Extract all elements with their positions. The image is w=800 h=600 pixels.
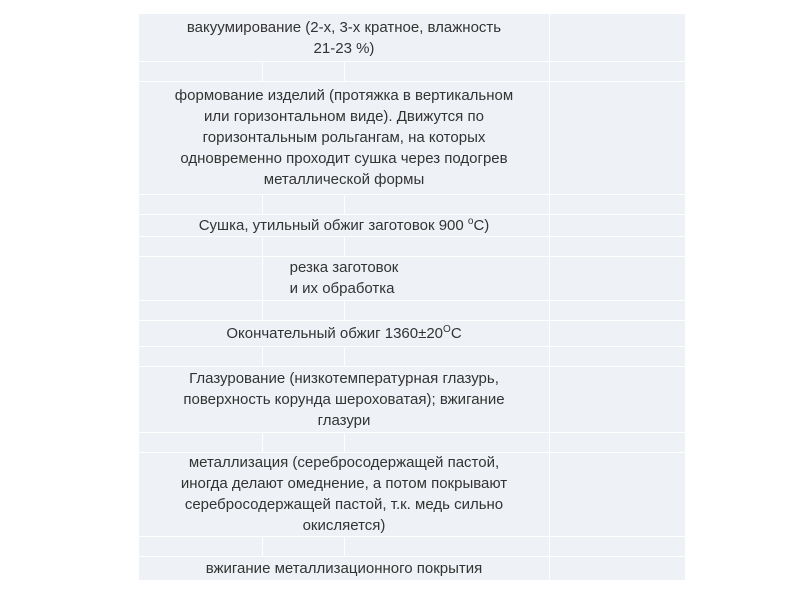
grid-line [262, 61, 263, 81]
step-text-line: серебросодержащей пастой, т.к. медь сильно [184, 496, 504, 513]
grid-line [344, 61, 345, 81]
step-text-line: поверхность корунда шероховатая); вжигание [183, 390, 505, 408]
step-text-line: вжигание металлизационного покрытия [205, 559, 483, 577]
grid-line [139, 300, 685, 301]
step-metallization [139, 452, 549, 536]
step-text-line: окисляется) [302, 517, 386, 534]
step-vacuuming [139, 14, 549, 61]
step-text: С) [473, 216, 490, 234]
grid-line [344, 536, 345, 556]
step-text-line: формование изделий (протяжка в вертикальном [174, 87, 514, 104]
grid-line [262, 300, 263, 320]
grid-line [262, 236, 263, 256]
step-text-line: одновременно проходит сушка через подогрев [180, 150, 508, 167]
grid-line [344, 236, 345, 256]
step-text-line: и их обработка [289, 280, 395, 297]
step-text-line: Глазурование (низкотемпературная глазурь, [189, 369, 499, 387]
degree-mark: О [443, 323, 451, 335]
process-table [139, 14, 685, 580]
grid-line [139, 61, 685, 62]
grid-line [262, 432, 263, 452]
grid-line [344, 346, 345, 366]
grid-line [549, 14, 550, 580]
grid-line [262, 194, 263, 214]
step-text-line: иногда делают омеднение, а потом покрывают [180, 475, 508, 492]
grid-line [139, 194, 685, 195]
step-cutting [262, 256, 426, 300]
grid-line [139, 236, 685, 237]
grid-line [139, 536, 685, 537]
grid-line [262, 346, 263, 366]
step-text: Сушка, утильный обжиг заготовок 900 [198, 216, 468, 234]
grid-line [139, 432, 685, 433]
step-text-line: вакуумирование (2-х, 3-х кратное, влажность [186, 18, 502, 36]
step-text: С [450, 324, 462, 342]
step-glazing [139, 366, 549, 432]
step-text-line: глазури [317, 411, 371, 429]
step-final-firing [139, 320, 549, 346]
grid-line [344, 194, 345, 214]
degree-mark: о [467, 215, 474, 227]
step-text-line: 21-23 %) [313, 39, 375, 57]
step-forming [139, 81, 549, 194]
grid-line [344, 432, 345, 452]
step-coating-firing [139, 556, 549, 580]
grid-line [139, 346, 685, 347]
step-text-line: металлизация (серебросодержащей пастой, [188, 454, 500, 471]
step-drying-firing [139, 214, 549, 236]
step-text-line: резка заготовок [289, 259, 399, 276]
step-text: Окончательный обжиг 1360±20 [226, 324, 444, 342]
grid-line [262, 536, 263, 556]
grid-line [344, 300, 345, 320]
step-text-line: металлической формы [263, 171, 425, 188]
step-text-line: горизонтальным рольгангам, на которых [202, 129, 486, 146]
step-text-line: или горизонтальном виде). Движутся по [204, 108, 484, 125]
